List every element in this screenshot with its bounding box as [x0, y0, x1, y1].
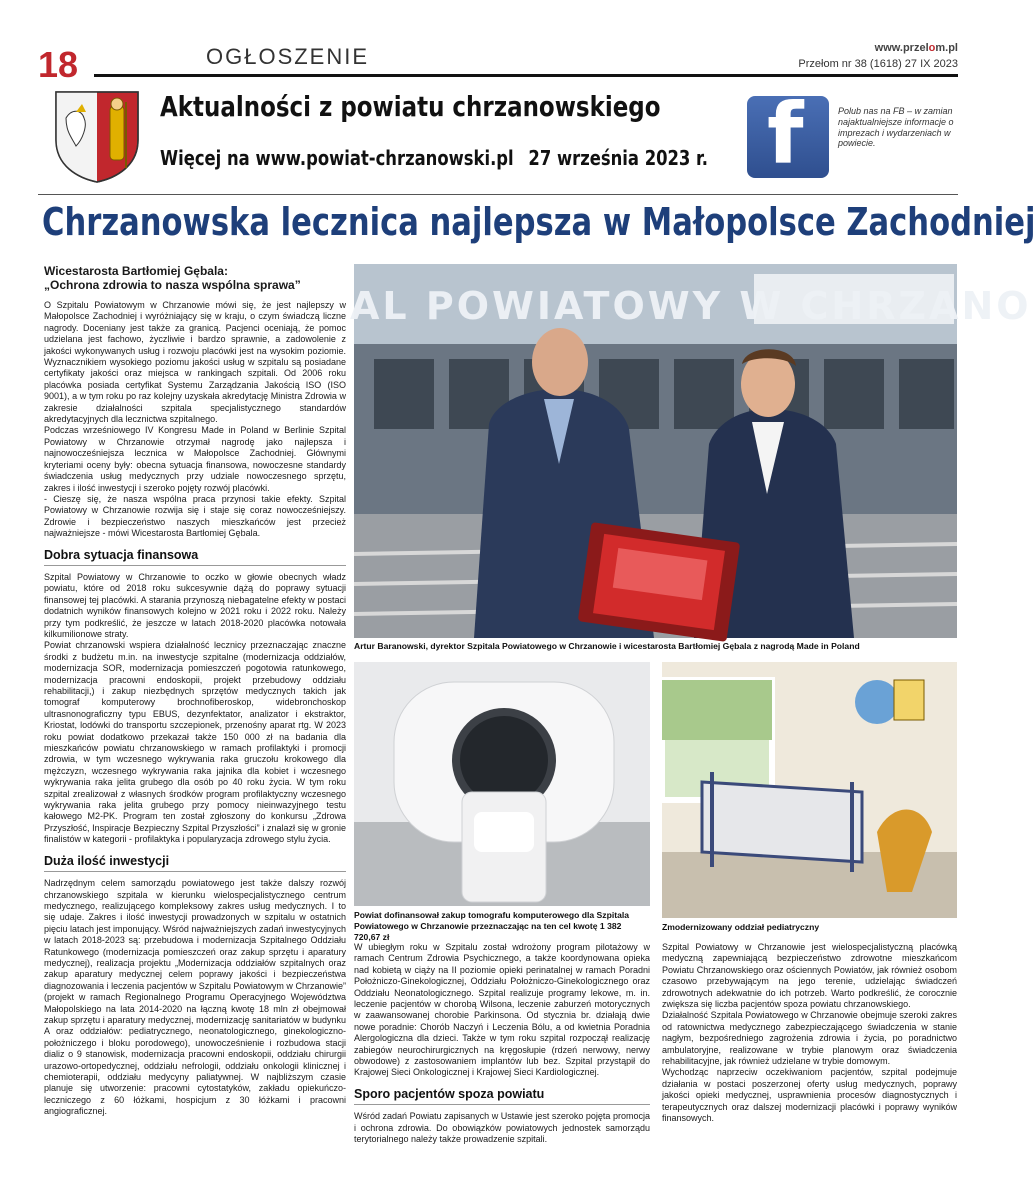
award-photo — [350, 264, 1032, 638]
facebook-promo-text: Polub nas na FB – w zamian najaktualniejsze informacje o imprezach i wydarzeniach w powiecie. — [838, 106, 954, 149]
paragraph: Szpital Powiatowy w Chrzanowie jest wielospecjalistyczną placówką medyczną zapewniającą bezpieczeństwo zdrowotne mieszkańcom Powiatu Chrzanowskiego oraz ościennych Powiatów, jak również osobom czasowo przebywającym na jego terenie, udzielając świadczeń zdrowotnych adekwatnie do ich potrzeb. Warto podkreślić, że corocznie zwiększa się liczba pacjentów spoza powiatu chrzanowskiego. — [662, 942, 957, 1010]
header-rule — [38, 194, 958, 195]
pediatric-ward-photo — [662, 662, 957, 918]
paragraph: Szpital Powiatowy w Chrzanowie to oczko w głowie obecnych władz powiatu, które od 2018 roku sukcesywnie dążą do poprawy sytuacji finansowej tej placówki. A starania przynoszą niebagatelne efekty w postaci dodatnich wyników finansowych kolejno w 2021 roku i 2022 roku. Należy przy tym podkreślić, że jeszcze w latach 2018-2020 placówka notowała kilkumilionowe straty. — [44, 571, 346, 639]
lead-heading: Wicestarosta Bartłomiej Gębala: „Ochrona zdrowia to nasza wspólna sprawa” — [44, 264, 301, 292]
paragraph: Podczas wrześniowego IV Kongresu Made in Poland w Berlinie Szpital Powiatowy w Chrzanowie otrzymał nagrodę jako najlepsza i najnowocześniejsza lecznica w Małopolsce Zachodniej. Głównymi kryteriami oceny były: obecna sytuacja finansowa, nowoczesne standardy świadczenia usług medycznych przy udziale nowoczesnego sprzętu, zakres i ilość inwestycji i szeroko pojęty rozwój placówki. — [44, 425, 346, 493]
header-website[interactable]: Więcej na www.powiat-chrzanowski.pl — [160, 146, 514, 170]
left-column — [44, 264, 346, 1118]
paragraph: O Szpitalu Powiatowym w Chrzanowie mówi się, że jest najlepszy w Małopolsce Zachodniej i wyróżniający się w kraju, o czym świadczą liczne nagrody. Doceniany jest także za granicą. Pacjenci oceniają, że pomoc udzielana jest fachowo, życzliwie i bardzo sprawnie, a zadowolenie z jakości wykonywanych usług i rozwoju placówki jest na wysokim poziomie. Wyznacznikiem wysokiego poziomu jakości usług w szpitalu są posiadane certyfikaty jakości oraz miejsca w rankingach szpitali. Od 2006 roku placówka posiada certyfikat Systemu Zarządzania Jakością ISO (ISO 9001), a w tym roku po raz kolejny uzyskała akredytację Ministra Zdrowia w zakresie działalności szpitala specjalistycznego standardów akredytacyjnych dla lecznictwa szpitalnego. — [44, 300, 346, 425]
paragraph: Działalność Szpitala Powiatowego w Chrzanowie obejmuje szeroki zakres od ratownictwa medycznego zabezpieczającego świadczenia w stanie nagłym, bezpośredniego zagrożenia zdrowia i życia, po poradnictwo ambulatoryjne, realizowane w trybie planowym oraz świadczenia rehabilitacyjne, jak również udzielane w trybie domowym. — [662, 1010, 957, 1067]
issue-info: Przełom nr 38 (1618) 27 IX 2023 — [798, 58, 958, 70]
coat-of-arms-icon — [52, 88, 142, 184]
paragraph: Wśród zadań Powiatu zapisanych w Ustawie jest szeroko pojęta promocja i ochrona zdrowia. Do obowiązków powiatowych jednostek samorządu terytorialnego należy także prowadzenie szpitali. — [354, 1111, 650, 1145]
ad-header — [52, 85, 958, 188]
header-date: 27 września 2023 r. — [528, 146, 709, 170]
paragraph: Nadrzędnym celem samorządu powiatowego jest także dalszy rozwój chrzanowskiego szpitala w kierunku wielospecjalistycznego centrum medycznego, realizującego kompleksowy zakres usług medycznych. I to się udaje. Zakres i ilość inwestycji prowadzonych w szpitalu w ostatnich pięciu latach jest imponujący. Wśród najważniejszych zadań inwestycyjnych w latach 2018-2023 są: przebudowa i modernizacja Szpitalnego Oddziału Ratunkowego (modernizacja pomieszczeń oraz zakup sprzętu i aparatury medycznej), realizacja projektu „Modernizacja oddziałów szpitalnych oraz zakup aparatury medycznej celem poprawy jakości i bezpieczeństwa diagnozowania i leczenia pacjentów w Szpitalu Powiatowym w Chrzanowie” (projekt w ramach Regionalnego Programu Operacyjnego Województwa Małopolskiego na lata 2014-2020 na łączną kwotę 18 mln zł obejmował zakup sprzętu i aparatury medycznej, modernizację sanitariatów w budynku A oraz oddziałów: pediatrycznego, neonatologicznego, ginekologiczno-położniczego i bloku porodowego), unowocześnienie i rozbudowa stacji dializ o 9 stanowisk, modernizacja pracowni endoskopii, oddziału chirurgii urazowo-ortopedycznej, oddziału nefrologii, oddziału onkologii klinicznej i chemioterapii, oddziału medycyny paliatywnej. W najbliższym czasie planuje się utworzenie: pracowni cytostatyków, zakładu opiekuńczo-leczniczego z 60 łóżkami, hospicjum z 30 łóżkami i pracowni angiograficznej. — [44, 878, 346, 1117]
header-subtitle — [160, 146, 708, 170]
pediatric-ward-image — [662, 662, 957, 918]
subheading-investments: Duża ilość inwestycji — [44, 856, 346, 872]
paragraph: Powiat chrzanowski wspiera działalność lecznicy przeznaczając znaczne środki z budżetu m.in. na inwestycje szpitalne (modernizacja oddziałów, modernizacja SOR, modernizacja pomieszczeń pogotowia ratunkowego, modernizacja pracowni endoskopii, projekt przebudowy oddziału rehabilitacji,) i zakup niezbędnych sprzętów medycznych takich jak tomograf komputerowy brochnofiberoskop, widebronchoskop ultrasnonograficzny typu EBUS, dezynfektator, analizator i ekstraktor, Kriostat, lodówki do transportu szczepionek, przenośny aparat rtg. W 2023 roku powiat dodatkowo przekazał także 150 000 zł na badania dla mieszkańców powiatu chrzanowskiego w ramach profilaktyki i promocji zdrowia, w tym wczesnego wykrywania raka gruczołu krokowego dla mężczyzn, wczesnego wykrywania raka jajnika dla kobiet i wczesnego wykrywania raka jelita grubego dla osób po 40 roku życia. W tym roku szpital zrealizował z własnych środków program profilaktyczny wczesnego wykrywania raka jelita grubego przy pomocy nieinwazyjnego testu kałowego M2-PK. Program ten został zgłoszony do konkursu „Zdrowa Przyszłość, Inspiracje Bezpieczny Szpital Przyszłości” i znalazł się w gronie finalistów w kategorii - profilaktyka i popularyzacja zdrowego stylu życia. — [44, 640, 346, 845]
top-rule — [94, 74, 958, 77]
pediatric-ward-caption: Zmodernizowany oddział pediatryczny — [662, 922, 820, 932]
subheading-finance: Dobra sytuacja finansowa — [44, 550, 346, 566]
ct-scanner-photo — [354, 662, 650, 906]
section-label: OGŁOSZENIE — [206, 44, 370, 69]
middle-column — [354, 942, 650, 1146]
subheading-outside-patients: Sporo pacjentów spoza powiatu — [354, 1089, 650, 1105]
hospital-sign: AL POWIATOWY W CHRZANO — [350, 284, 1032, 328]
header-title: Aktualności z powiatu chrzanowskiego — [160, 90, 661, 123]
paragraph: - Cieszę się, że nasza wspólna praca przynosi takie efekty. Szpital Powiatowy w Chrzanowie rozwija się i staje się coraz nowocześniejszy. Zdrowie i bezpieczeństwo naszych mieszkańców jest przecież najważniejsze - mówi Wicestarosta Bartłomiej Gębala. — [44, 493, 346, 539]
site-url[interactable]: www.przelom.pl — [874, 42, 958, 54]
ct-scanner-image — [354, 662, 650, 906]
ct-scanner-caption: Powiat dofinansował zakup tomografu komputerowego dla Szpitala Powiatowego w Chrzanowie przeznaczając na ten cel kwotę 1 382 720,67 zł — [354, 910, 630, 942]
award-photo-caption: Artur Baranowski, dyrektor Szpitala Powiatowego w Chrzanowie i wicestarosta Bartłomiej Gębala z nagrodą Made in Poland — [354, 641, 860, 651]
page-number: 18 — [38, 44, 79, 85]
paragraph: W ubiegłym roku w Szpitalu został wdrożony program pilotażowy w ramach Centrum Zdrowia Psychicznego, a także koordynowana opieka nad kobietą w ciąży na II poziomie opieki perinatalnej w ramach Poradni Położniczo-Ginekologicznej, Oddziału Położniczo-Ginekologicznego oraz Oddziału Neonatologicznego. Szpital realizuje programy lekowe, m. in. leczenie pacjentów w chorobą Wilsona, leczenie zaburzeń motorycznych w zaawansowanej chorobie Parkinsona. Od stycznia br. działają dwie nowe poradnie: Chorób Naczyń i Leczenia Bólu, a od kwietnia Poradnia Alergologiczna dla dzieci. Także w tym roku szpital rozpoczął realizację zabiegów neurochirurgicznych na kręgosłupie (rdzeń nerwowy, nerwy obwodowe) z zastosowaniem implantów lub bez. Szpital przystąpił do Krajowej Sieci Onkologicznej i Krajowej Sieci Kardiologicznej. — [354, 942, 650, 1078]
right-column — [662, 942, 957, 1125]
facebook-icon[interactable]: f — [747, 96, 829, 178]
masthead — [38, 36, 958, 84]
article-headline: Chrzanowska lecznica najlepsza w Małopolsce Zachodniej — [42, 200, 1036, 244]
paragraph: Wychodząc naprzeciw oczekiwaniom pacjentów, szpital podejmuje działania w postaci poszerzonej oferty usług medycznych, poprawy jakości opieki medycznej, usprawnienia procesów diagnostycznych i terapeutycznych oraz dalszej modernizacji placówki i poprawy wyników finansowych. — [662, 1067, 957, 1124]
